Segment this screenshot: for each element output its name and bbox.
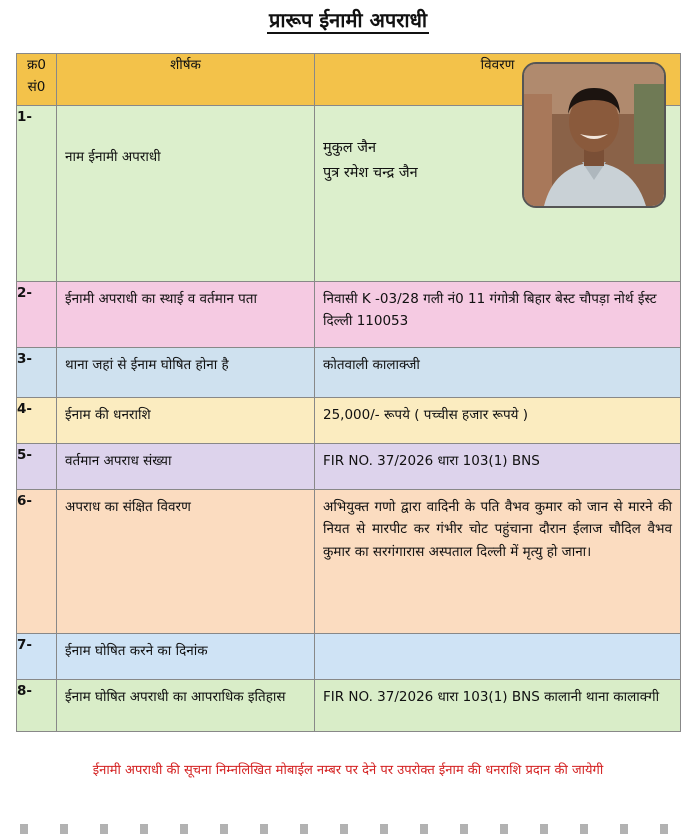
header-heading: शीर्षक [57,54,315,106]
cropped-text-strip [20,824,680,834]
row-label-cell [57,490,315,634]
footer-note: ईनामी अपराधी की सूचना निम्नलिखित मोबाईल नम्बर पर देने पर उपरोक्त ईनाम की धनराशि प्रदान की जायेगी [92,763,604,778]
row-value-cell [315,634,681,680]
table-row [17,348,681,398]
row-value-cell [315,444,681,490]
row-label-cell [57,348,315,398]
row-value: FIR NO. 37/2026 धारा 103(1) BNS कालानी थाना कालाक्गी [323,689,660,705]
row-label: वर्तमान अपराध संख्या [65,453,172,469]
row-label-cell [57,634,315,680]
criminal-name: मुकुल जैन [323,140,377,156]
row-value-cell [315,348,681,398]
row-label: ईनाम घोषित अपराधी का आपराधिक इतिहास [65,689,286,705]
row-number: 6- [17,490,57,634]
row-label: थाना जहां से ईनाम घोषित होना है [65,357,229,373]
row-value-cell [315,282,681,348]
row-value: कोतवाली कालाक्जी [323,357,420,373]
row-label-cell [57,106,315,282]
header-serial [17,54,57,106]
header-serial-line2: सं0 [27,79,46,96]
row-number: 2- [17,282,57,348]
row-value-cell [315,490,681,634]
row-value: निवासी K -03/28 गली नं0 11 गंगोत्री बिहार बेस्ट चौपड़ा नोर्थ ईस्ट दिल्ली 110053 [323,291,657,330]
row-number: 4- [17,398,57,444]
table-row [17,680,681,732]
table-row [17,282,681,348]
page-title-text: प्रारूप ईनामी अपराधी [268,8,428,32]
row-number: 7- [17,634,57,680]
header-serial-line1: क्र0 [27,57,46,73]
row-value: 25,000/- रूपये ( पच्चीस हजार रूपये ) [323,407,529,423]
row-label-cell [57,282,315,348]
table-row [17,490,681,634]
row-label: ईनाम की धनराशि [65,407,151,423]
row-number: 5- [17,444,57,490]
row-value [315,634,680,646]
person-photo-icon [524,64,664,206]
row-value: अभियुक्त गणो द्वारा वादिनी के पति वैभव कुमार को जान से मारने की नियत से मारपीट कर गंभीर चोट पहुंचाना दौरान ईलाज चौदिल वैभव कुमार का सरगंगारास अस्पताल दिल्ली में मृत्यु हो जाना। [323,499,672,560]
table-row [17,398,681,444]
row-label: नाम ईनामी अपराधी [65,149,161,165]
row-label: ईनाम घोषित करने का दिनांक [65,643,208,659]
row-label-cell [57,398,315,444]
table-row [17,634,681,680]
row-label: ईनामी अपराधी का स्थाई व वर्तमान पता [65,291,257,307]
row-value-cell [315,398,681,444]
row-number: 8- [17,680,57,732]
row-label-cell [57,444,315,490]
row-value-cell [315,680,681,732]
row-label: अपराध का संक्षित विवरण [65,499,191,515]
criminal-photo [522,62,666,208]
header-details: विवरण [315,54,681,106]
row-number: 3- [17,348,57,398]
page-title [0,6,696,33]
row-value: FIR NO. 37/2026 धारा 103(1) BNS [323,453,540,469]
criminal-father-name: पुत्र रमेश चन्द्र जैन [323,164,418,181]
table-row [17,444,681,490]
row-label-cell [57,680,315,732]
row-number: 1- [17,106,57,282]
